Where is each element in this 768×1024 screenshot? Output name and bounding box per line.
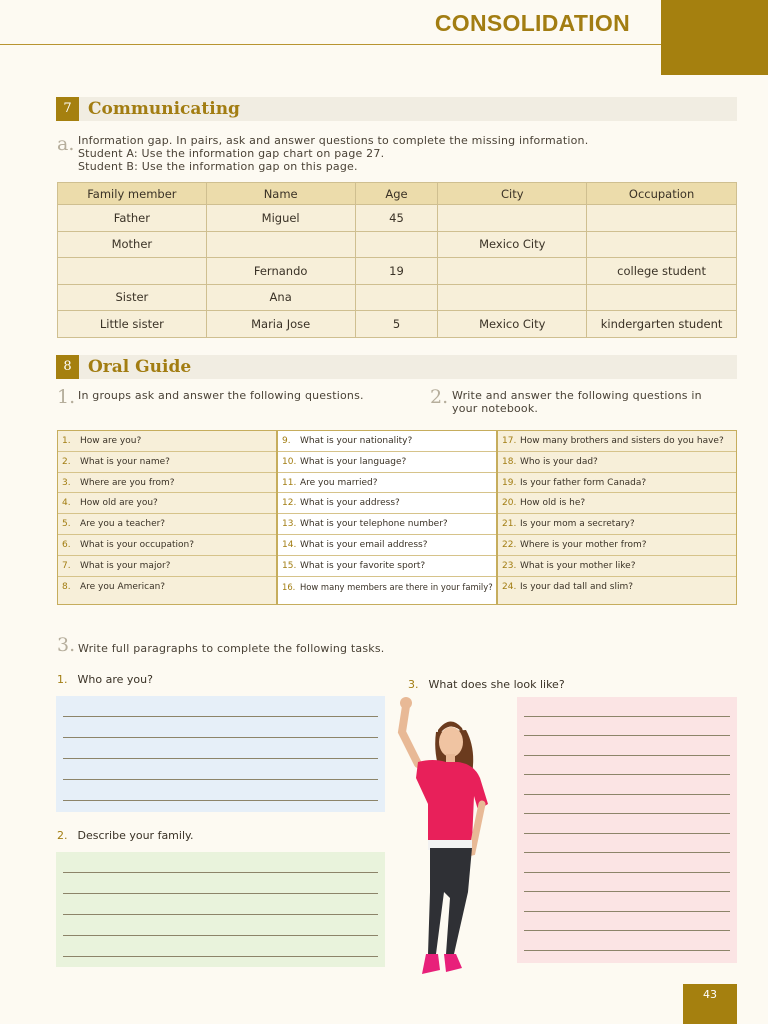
table-cell: Mexico City (438, 311, 587, 338)
writing-line (63, 936, 378, 957)
table-row (58, 231, 737, 258)
writing-line (524, 795, 730, 815)
question-item: 1. How are you? (58, 431, 276, 452)
table-cell: 19 (355, 258, 438, 285)
question-item: 6. What is your occupation? (58, 535, 276, 556)
writing-line (524, 756, 730, 776)
questions-column-1 (57, 430, 277, 605)
column-header: Occupation (587, 183, 737, 205)
section-8-number: 8 (56, 355, 79, 379)
table-cell (438, 258, 587, 285)
writing-line (524, 834, 730, 854)
task-3-writing-area[interactable] (517, 697, 737, 963)
table-cell: 45 (355, 205, 438, 232)
column-header: Name (206, 183, 355, 205)
question-item: 3. Where are you from? (58, 473, 276, 494)
question-item: 18. Who is your dad? (498, 452, 736, 473)
table-cell (587, 284, 737, 311)
question-item: 21. Is your mom a secretary? (498, 514, 736, 535)
question-item: 23. What is your mother like? (498, 556, 736, 577)
task-3-label: 3. What does she look like? (408, 678, 565, 691)
question-item: 13. What is your telephone number? (278, 514, 496, 535)
writing-line (63, 717, 378, 738)
instruction-line: Student B: Use the information gap on this page. (78, 160, 358, 173)
writing-line (524, 717, 730, 737)
table-cell: Ana (206, 284, 355, 311)
table-cell (587, 205, 737, 232)
writing-line (524, 892, 730, 912)
writing-line (63, 915, 378, 936)
question-item: 17. How many brothers and sisters do you have? (498, 431, 736, 452)
question-item: 20. How old is he? (498, 493, 736, 514)
table-row (58, 311, 737, 338)
writing-line (524, 775, 730, 795)
table-cell (206, 231, 355, 258)
information-gap-table (57, 182, 737, 338)
writing-line (524, 931, 730, 951)
header-title: CONSOLIDATION (434, 10, 630, 36)
question-item: 4. How old are you? (58, 493, 276, 514)
question-item: 11. Are you married? (278, 473, 496, 494)
writing-line (63, 780, 378, 801)
table-cell: college student (587, 258, 737, 285)
table-cell (355, 231, 438, 258)
table-cell (587, 231, 737, 258)
part-a-letter: a. (57, 133, 75, 155)
part-3-instruction: Write full paragraphs to complete the following tasks. (78, 642, 385, 655)
task-2-label: 2. Describe your family. (57, 829, 194, 842)
section-7-instructions (78, 134, 728, 173)
part-3-number: 3. (57, 634, 76, 656)
part-1-number: 1. (57, 386, 76, 408)
question-item: 8. Are you American? (62, 581, 166, 592)
section-7-title: Communicating (88, 99, 240, 119)
part-2-instruction (452, 389, 737, 415)
writing-line (63, 696, 378, 717)
questions-column-3 (497, 430, 737, 605)
table-cell: Father (58, 205, 207, 232)
table-cell: 5 (355, 311, 438, 338)
table-row (58, 284, 737, 311)
writing-line (524, 697, 730, 717)
table-cell: kindergarten student (587, 311, 737, 338)
section-7-number: 7 (56, 97, 79, 121)
question-item: 12. What is your address? (278, 493, 496, 514)
question-item: 14. What is your email address? (278, 535, 496, 556)
question-item: 19. Is your father form Canada? (498, 473, 736, 494)
writing-line (524, 736, 730, 756)
question-item: 22. Where is your mother from? (498, 535, 736, 556)
writing-line (63, 738, 378, 759)
table-row (58, 258, 737, 285)
section-8-title: Oral Guide (88, 357, 192, 377)
header-rule (0, 44, 661, 45)
column-header: Age (355, 183, 438, 205)
table-cell: Little sister (58, 311, 207, 338)
part-2-number: 2. (430, 386, 449, 408)
writing-line (63, 873, 378, 894)
question-item: 2. What is your name? (58, 452, 276, 473)
section-7-header (56, 97, 737, 121)
table-cell: Mother (58, 231, 207, 258)
writing-line (524, 912, 730, 932)
part-1-instruction: In groups ask and answer the following questions. (78, 389, 364, 402)
question-item: 5. Are you a teacher? (58, 514, 276, 535)
table-header-row (58, 183, 737, 205)
task-2-writing-area[interactable] (56, 852, 385, 967)
instruction-line: your notebook. (452, 402, 539, 415)
writing-line (524, 853, 730, 873)
writing-line (524, 873, 730, 893)
table-row (58, 205, 737, 232)
question-item: 16. How many members are there in your family? (282, 581, 493, 592)
question-item: 15. What is your favorite sport? (278, 556, 496, 577)
woman-illustration (388, 692, 500, 987)
table-cell (438, 205, 587, 232)
column-header: City (438, 183, 587, 205)
column-header: Family member (58, 183, 207, 205)
table-cell: Mexico City (438, 231, 587, 258)
table-cell: Miguel (206, 205, 355, 232)
page-number: 43 (683, 984, 737, 1024)
question-item: 9. What is your nationality? (278, 431, 496, 452)
writing-line (63, 894, 378, 915)
writing-line (63, 759, 378, 780)
writing-line (63, 852, 378, 873)
task-1-writing-area[interactable] (56, 696, 385, 812)
header-color-block (661, 0, 768, 75)
question-item: 7. What is your major? (58, 556, 276, 577)
table-cell (58, 258, 207, 285)
instruction-line: Information gap. In pairs, ask and answer questions to complete the missing information. (78, 134, 589, 147)
table-cell (355, 284, 438, 311)
instruction-line: Student A: Use the information gap chart on page 27. (78, 147, 385, 160)
question-item: 10. What is your language? (278, 452, 496, 473)
instruction-line: Write and answer the following questions in (452, 389, 702, 402)
table-cell (438, 284, 587, 311)
question-item: 24. Is your dad tall and slim? (502, 581, 634, 592)
writing-line (524, 814, 730, 834)
table-cell: Fernando (206, 258, 355, 285)
section-8-header (56, 355, 737, 379)
task-1-label: 1. Who are you? (57, 673, 153, 686)
table-cell: Maria Jose (206, 311, 355, 338)
table-cell: Sister (58, 284, 207, 311)
questions-column-2 (277, 430, 497, 605)
